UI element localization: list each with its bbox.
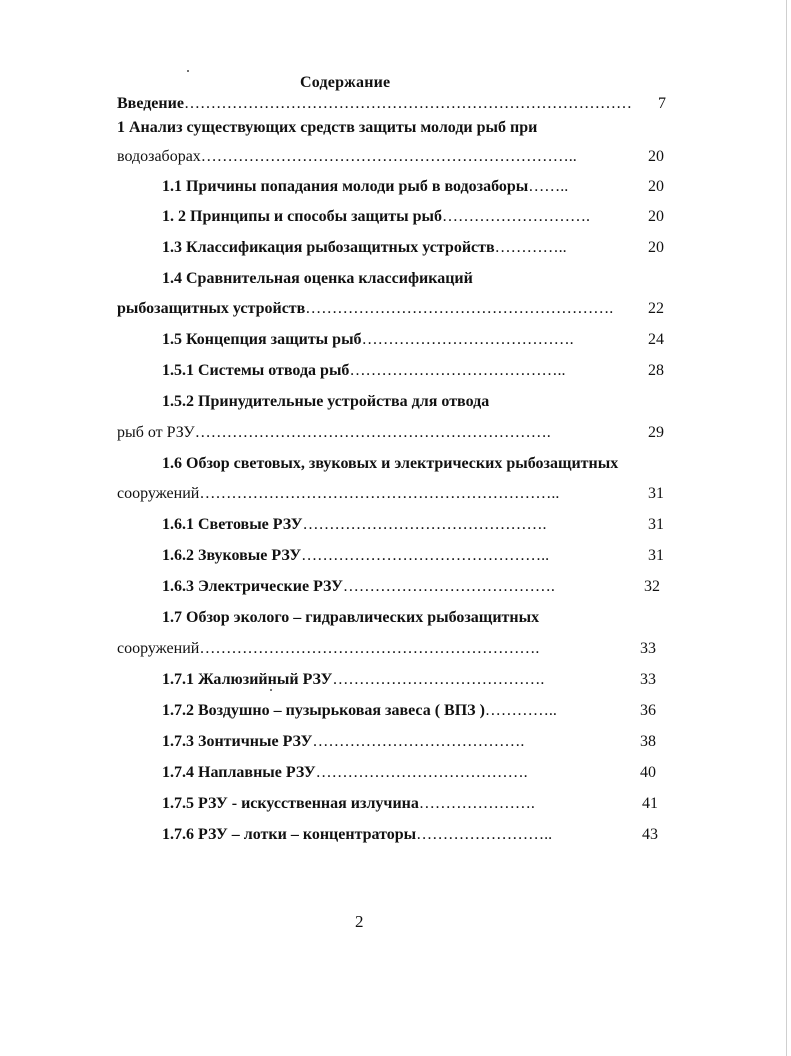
toc-page: 36 [640, 702, 656, 719]
toc-page: 32 [644, 578, 660, 595]
toc-page: 29 [648, 424, 664, 441]
toc-leader: …………………….. [416, 826, 553, 843]
toc-entry-text: 1.7.3 Зонтичные РЗУ [162, 733, 313, 750]
toc-leader: ………………………. [441, 208, 590, 225]
toc-page: 28 [648, 362, 664, 379]
toc-line [162, 175, 636, 199]
toc-line [162, 267, 662, 291]
toc-entry-text: 1.4 Сравнительная оценка классификаций [162, 270, 473, 287]
toc-page: 31 [648, 516, 664, 533]
toc-page: 40 [640, 764, 656, 781]
toc-leader: …………………………………………………………. [194, 424, 551, 441]
toc-entry-text: сооружений [117, 485, 200, 502]
toc-entry-text: 1.7.1 Жалюзийный РЗУ [162, 671, 333, 688]
toc-leader: …………………. [418, 795, 535, 812]
toc-page: 38 [640, 733, 656, 750]
toc-line [117, 637, 625, 661]
toc-line-intro [117, 92, 657, 116]
toc-leader: ………………………………………………………………………… [183, 95, 632, 112]
toc-page: 31 [648, 485, 664, 502]
toc-entry-text: 1.6 Обзор световых, звуковых и электрических рыбозащитных [162, 455, 619, 472]
toc-line [117, 482, 631, 506]
scan-speck [187, 70, 189, 72]
toc-leader: …………………………………………………………….. [200, 148, 577, 165]
toc-page: 20 [648, 208, 664, 225]
toc-entry-text: сооружений [117, 640, 200, 657]
toc-leader: …………………………………. [332, 671, 545, 688]
toc-leader: ………………………………….. [349, 362, 566, 379]
toc-line [162, 328, 632, 352]
toc-line [162, 205, 636, 229]
toc-page: 41 [642, 795, 658, 812]
page-number: 2 [355, 912, 364, 931]
toc-page: 33 [640, 640, 656, 657]
toc-line [162, 606, 702, 630]
toc-leader: ………………………………………. [302, 516, 547, 533]
toc-line [162, 823, 622, 847]
toc-entry-text: рыб от РЗУ [117, 424, 195, 441]
toc-line [162, 544, 632, 568]
toc-page: 7 [658, 95, 666, 112]
toc-page: 20 [648, 178, 664, 195]
toc-entry-text: 1.5 Концепция защиты рыб [162, 331, 362, 348]
toc-line [162, 761, 622, 785]
toc-line [117, 145, 635, 169]
toc-page: 22 [648, 300, 664, 317]
toc-line [162, 236, 636, 260]
toc-line [162, 699, 626, 723]
toc-entry-text: 1. 2 Принципы и способы защиты рыб [162, 208, 442, 225]
toc-leader: …………………………………. [315, 764, 528, 781]
toc-line [162, 452, 722, 476]
toc-entry-text: 1.7.4 Наплавные РЗУ [162, 764, 316, 781]
toc-line [162, 575, 630, 599]
scan-speck [270, 689, 272, 691]
toc-leader: …….. [528, 178, 569, 195]
toc-page: 24 [648, 331, 664, 348]
toc-entry-text: 1.5.1 Системы отвода рыб [162, 362, 350, 379]
toc-page: 31 [648, 547, 664, 564]
toc-leader: …………………………………. [361, 331, 574, 348]
toc-entry-text: 1.6.3 Электрические РЗУ [162, 578, 343, 595]
toc-entry-text: 1.5.2 Принудительные устройства для отвода [162, 393, 490, 410]
toc-leader: …………………………………………………. [305, 300, 614, 317]
toc-page: 43 [642, 826, 658, 843]
toc-entry-text: 1.7.2 Воздушно – пузырьковая завеса ( ВПЗ ) [162, 702, 485, 719]
toc-title: Содержание [300, 74, 391, 91]
toc-entry-text: водозаборах [117, 148, 201, 165]
toc-line [162, 730, 624, 754]
toc-entry-text: 1.6.1 Световые РЗУ [162, 516, 303, 533]
toc-line [162, 513, 632, 537]
toc-entry-text: 1.7.6 РЗУ – лотки – концентраторы [162, 826, 417, 843]
toc-line [162, 390, 662, 414]
toc-line [117, 297, 631, 321]
toc-entry-text: 1.1 Причины попадания молоди рыб в водозаборы [162, 178, 529, 195]
toc-page: 20 [648, 148, 664, 165]
toc-line [162, 668, 626, 692]
toc-leader: ……………………………………….. [301, 547, 550, 564]
toc-entry-text: Введение [117, 95, 184, 112]
toc-entry-text: 1 Анализ существующих средств защиты молоди рыб при [117, 119, 538, 136]
toc-entry-text: рыбозащитных устройств [117, 300, 306, 317]
toc-leader: ………………………………………………………….. [199, 485, 560, 502]
toc-page: 20 [648, 239, 664, 256]
toc-leader: …………………………………. [342, 578, 555, 595]
toc-line [117, 116, 677, 140]
toc-line [162, 359, 632, 383]
toc-line [117, 421, 631, 445]
page-edge [786, 0, 787, 1056]
toc-leader: ………………………………………………………. [199, 640, 540, 657]
toc-line [162, 792, 622, 816]
toc-leader: ………….. [494, 239, 567, 256]
toc-leader: ………….. [484, 702, 557, 719]
toc-page: 33 [640, 671, 656, 688]
toc-entry-text: 1.6.2 Звуковые РЗУ [162, 547, 302, 564]
toc-leader: …………………………………. [312, 733, 525, 750]
toc-entry-text: 1.7.5 РЗУ - искусственная излучина [162, 795, 419, 812]
toc-entry-text: 1.7 Обзор эколого – гидравлических рыбозащитных [162, 609, 540, 626]
toc-entry-text: 1.3 Классификация рыбозащитных устройств [162, 239, 495, 256]
